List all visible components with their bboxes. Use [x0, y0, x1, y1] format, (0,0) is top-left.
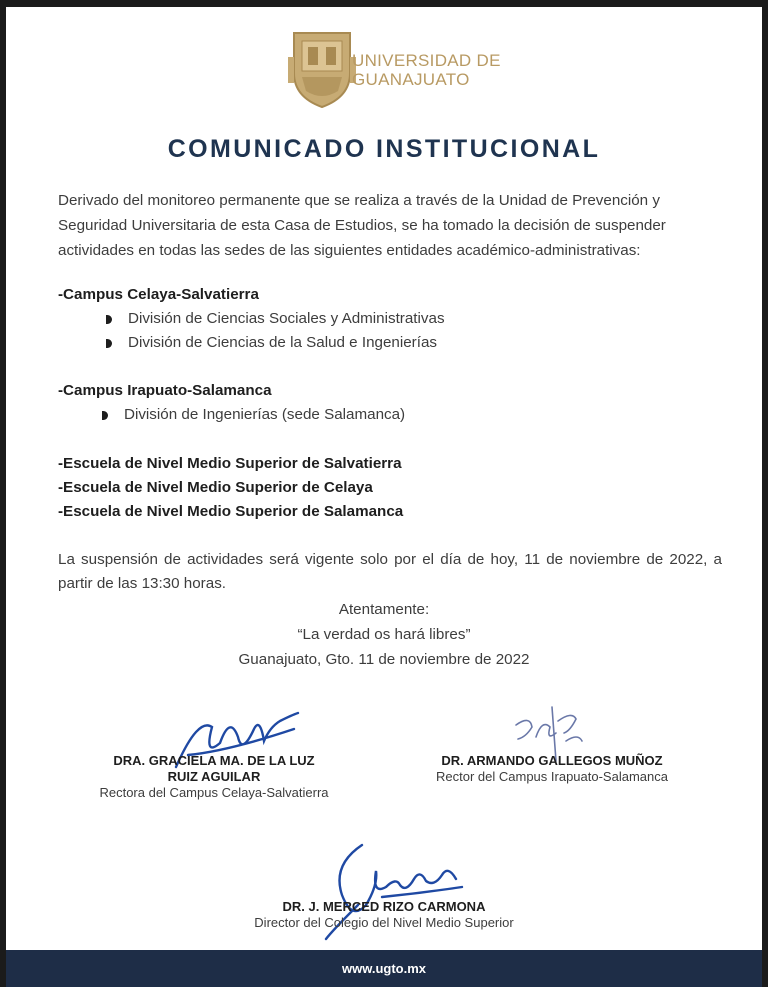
list-item: División de Ingenierías (sede Salamanca)	[102, 403, 718, 427]
list-item: División de Ciencias de la Salud e Ingenierías	[106, 331, 718, 355]
signatory-name: DR. ARMANDO GALLEGOS MUÑOZ	[441, 753, 663, 768]
bullet-icon	[106, 339, 112, 348]
signatory-role: Rector del Campus Irapuato-Salamanca	[436, 769, 668, 784]
signatory-name-line2: RUIZ AGUILAR	[167, 769, 261, 784]
intro-paragraph: Derivado del monitoreo permanente que se realiza a través de la Unidad de Prevención y Seguridad Universitaria de esta Casa de Estudios, se ha tomado la decisión de suspender actividades en todas las sedes de las siguientes entidades académico-administrativas:	[58, 192, 666, 259]
place-date: Guanajuato, Gto. 11 de noviembre de 2022	[238, 651, 530, 668]
bullet-icon	[106, 315, 112, 324]
signatory-role: Rectora del Campus Celaya-Salvatierra	[99, 785, 329, 800]
closing-paragraph: La suspensión de actividades será vigente solo por el día de hoy, 11 de noviembre de 2022, a partir de las 13:30 horas.	[58, 551, 722, 592]
list-item: -Escuela de Nivel Medio Superior de Celaya	[58, 479, 373, 496]
division-list	[58, 403, 718, 427]
university-logo	[288, 27, 508, 117]
university-name-line2: GUANAJUATO	[352, 70, 470, 89]
list-item: -Escuela de Nivel Medio Superior de Salvatierra	[58, 455, 402, 472]
university-name	[352, 51, 501, 89]
campus-heading: -Campus Irapuato-Salamanca	[58, 382, 272, 399]
division-list	[58, 307, 718, 355]
salutation: Atentamente:	[338, 601, 430, 618]
list-item: División de Ciencias Sociales y Administrativas	[106, 307, 718, 331]
bullet-icon	[102, 411, 108, 420]
website-link[interactable]: www.ugto.mx	[341, 961, 427, 976]
signatory-name: DRA. GRACIELA MA. DE LA LUZ	[113, 753, 315, 768]
campus-heading: -Campus Celaya-Salvatierra	[58, 286, 259, 303]
motto: “La verdad os hará libres”	[297, 626, 471, 643]
signatory-name: DR. J. MERCED RIZO CARMONA	[282, 899, 486, 914]
closing-block	[6, 597, 762, 672]
schools-list	[58, 452, 403, 524]
campus-section-celaya	[58, 283, 718, 355]
footer-bar	[6, 950, 762, 987]
university-crest-icon	[288, 27, 356, 109]
signatory-block-1	[86, 753, 342, 801]
university-name-line1: UNIVERSIDAD DE	[352, 51, 501, 70]
signatory-role: Director del Colegio del Nivel Medio Superior	[254, 915, 514, 930]
page-title: COMUNICADO INSTITUCIONAL	[167, 135, 601, 163]
list-item: -Escuela de Nivel Medio Superior de Salamanca	[58, 503, 404, 520]
signatory-block-2	[414, 753, 690, 785]
campus-section-irapuato	[58, 379, 718, 427]
signatory-block-3	[206, 899, 562, 931]
document-page	[6, 7, 762, 987]
